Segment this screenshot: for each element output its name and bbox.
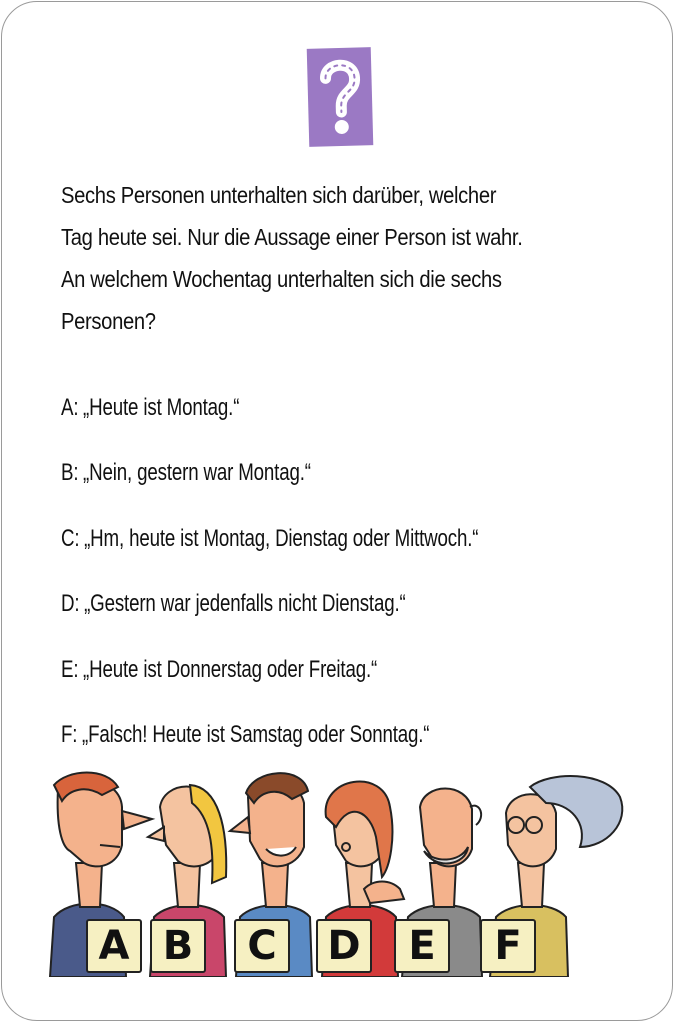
statement-label: F: [61,721,78,748]
sign-b: B [150,919,206,973]
question-line: An welchem Wochentag unterhalten sich die sechs [61,266,502,292]
statement-d [61,588,406,620]
question-line: Tag heute sei. Nur die Aussage einer Person ist wahr. [61,224,523,250]
statement-label: C: [61,525,80,552]
statement-text: „Gestern war jedenfalls nicht Dienstag.“ [84,590,406,617]
question-line: Personen? [61,308,156,334]
statement-c [61,523,478,555]
puzzle-card [1,1,673,1021]
statement-text: „Falsch! Heute ist Samstag oder Sonntag.“ [82,721,430,748]
statement-text: „Heute ist Donnerstag oder Freitag.“ [83,656,378,683]
question-mark-icon [307,47,374,147]
statement-text: „Hm, heute ist Montag, Dienstag oder Mittwoch.“ [84,525,479,552]
question-mark-badge [307,47,374,147]
six-people-illustration [40,767,640,977]
sign-d: D [316,919,372,973]
statement-text: „Nein, gestern war Montag.“ [83,459,311,486]
statement-f [61,719,429,751]
statement-e [61,654,377,686]
statement-text: „Heute ist Montag.“ [83,394,240,421]
statement-label: A: [61,394,79,421]
statement-label: E: [61,656,79,683]
sign-c: C [234,919,290,973]
question-text [61,174,629,342]
sign-a: A [86,919,142,973]
statement-label: D: [61,590,80,617]
statement-b [61,457,311,489]
statement-label: B: [61,459,79,486]
question-line: Sechs Personen unterhalten sich darüber, welcher [61,182,497,208]
sign-f: F [480,919,536,973]
sign-e: E [394,919,450,973]
statement-a [61,392,239,424]
